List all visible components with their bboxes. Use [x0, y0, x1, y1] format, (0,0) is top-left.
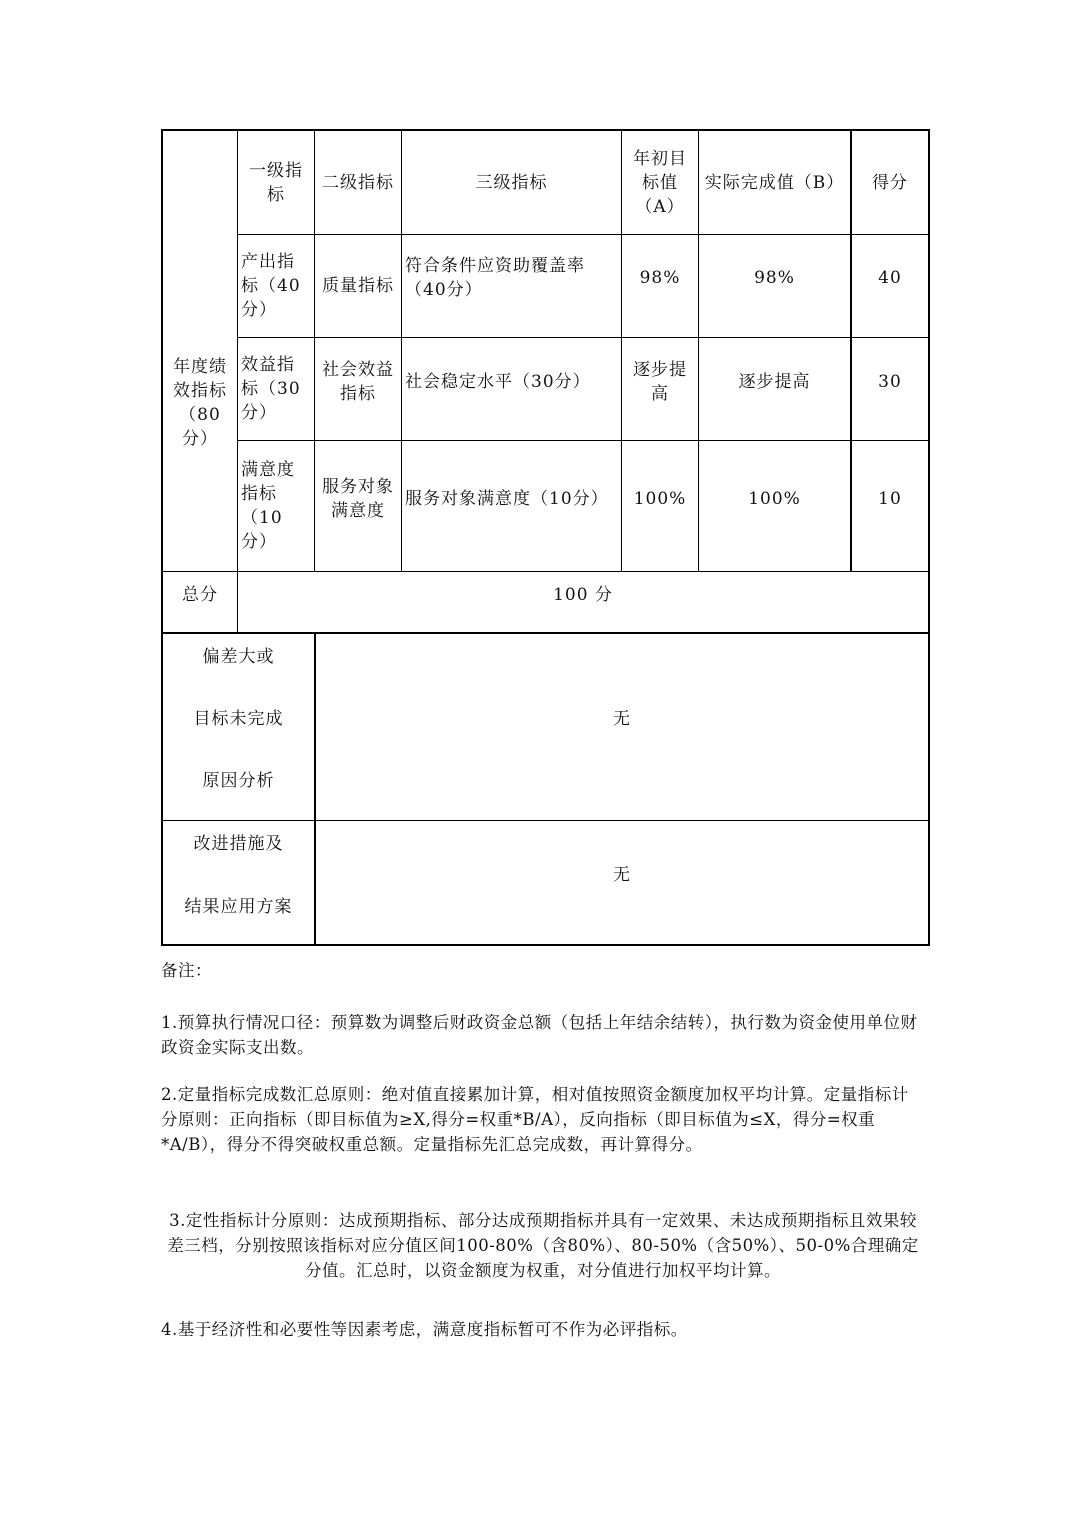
- header-target: 年初目 标值 （A）: [633, 148, 687, 217]
- header-actual: 实际完成值（B）: [704, 172, 845, 193]
- row2-level1: 效益指 标（30 分）: [241, 355, 301, 423]
- deviation-label-2: 目标未完成: [193, 709, 284, 729]
- row3-score: 10: [878, 488, 902, 509]
- total-value: 100 分: [553, 585, 613, 605]
- note-3: 3.定性指标计分原则：达成预期指标、部分达成预期指标并具有一定效果、未达成预期指标且效果较差三档，分别按照该指标对应分值区间100-80%（含80%）、80-50%（含50%）、50-0%合理确定分值。汇总时，以资金额度为权重，对分值进行加权平均计算。: [167, 1211, 919, 1280]
- improve-label-1: 改进措施及: [193, 834, 284, 854]
- note-4: 4.基于经济性和必要性等因素考虑，满意度指标暂可不作为必评指标。: [161, 1320, 688, 1339]
- deviation-label-1: 偏差大或: [202, 647, 275, 667]
- header-score: 得分: [872, 172, 908, 193]
- row2-target: 逐步提 高: [633, 360, 687, 404]
- row3-level2: 服务对象 满意度: [322, 476, 394, 521]
- note-2: 2.定量指标完成数汇总原则：绝对值直接累加计算，相对值按照资金额度加权平均计算。定量指标计分原则：正向指标（即目标值为≥X,得分=权重*B/A），反向指标（即目标值为≤X，得分=权重*A/B），得分不得突破权重总额。定量指标先汇总完成数，再计算得分。: [161, 1085, 909, 1154]
- note-1: 1.预算执行情况口径：预算数为调整后财政资金总额（包括上年结余结转），执行数为资金使用单位财政资金实际支出数。: [161, 1013, 918, 1057]
- deviation-value: 无: [613, 709, 631, 729]
- notes-title: 备注：: [161, 961, 212, 980]
- header-level2: 二级指标: [322, 172, 394, 193]
- row2-level2: 社会效益 指标: [322, 360, 394, 404]
- improve-value: 无: [613, 865, 631, 885]
- row3-level1: 满意度 指标 （10 分）: [241, 460, 295, 552]
- row1-target: 98%: [639, 268, 681, 288]
- row3-target: 100%: [633, 488, 687, 509]
- row1-level3: 符合条件应资助覆盖率 （40分）: [405, 256, 585, 300]
- deviation-label-3: 原因分析: [202, 771, 275, 791]
- row1-score: 40: [878, 268, 902, 288]
- row1-actual: 98%: [754, 268, 795, 288]
- row3-actual: 100%: [748, 488, 801, 509]
- row1-level2: 质量指标: [322, 276, 394, 296]
- row2-actual: 逐步提高: [738, 372, 811, 392]
- row2-score: 30: [878, 372, 902, 392]
- group-label: 年度绩 效指标 （80 分）: [173, 357, 227, 449]
- improve-label-2: 结果应用方案: [184, 897, 293, 917]
- row3-level3: 服务对象满意度（10分）: [405, 488, 609, 509]
- row2-level3: 社会稳定水平（30分）: [405, 372, 591, 392]
- total-label: 总分: [182, 585, 218, 605]
- row1-level1: 产出指 标（40 分）: [241, 252, 301, 320]
- header-level1: 一级指 标: [249, 160, 303, 205]
- header-level3: 三级指标: [475, 172, 548, 193]
